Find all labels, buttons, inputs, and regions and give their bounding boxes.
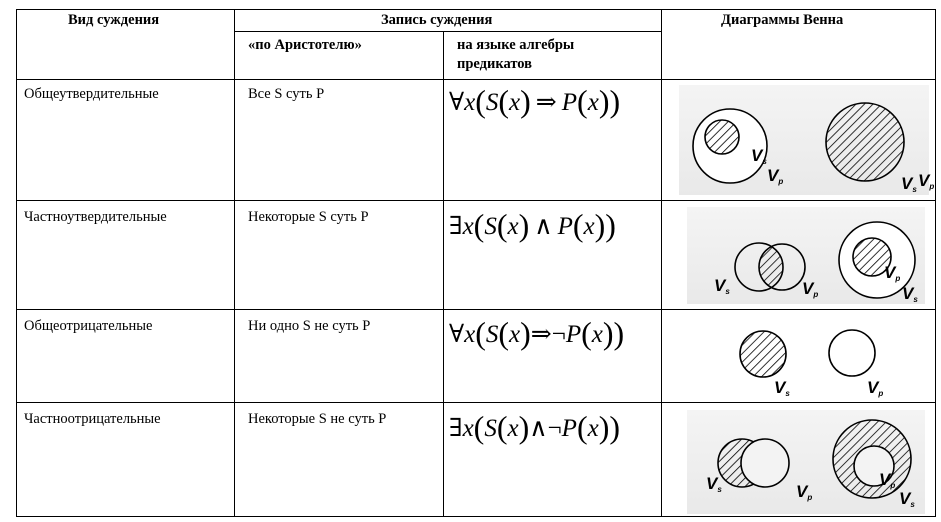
quantifier: ∀ <box>449 89 465 116</box>
formula-operator: ∧ <box>529 415 548 442</box>
venn-label-s: Vs <box>774 378 790 398</box>
venn-circle-s-p <box>826 103 904 181</box>
venn-label-p: Vp <box>879 470 896 490</box>
header-predicate-line1: на языке алгебры <box>457 37 575 53</box>
formula-variable: x <box>464 89 476 116</box>
formula-variable: x <box>464 321 476 348</box>
row-type: Частноотрицательные <box>24 411 161 427</box>
formula-variable: x <box>509 89 521 116</box>
venn-label-s: Vs <box>901 174 917 194</box>
venn-label-p: Vp <box>767 166 784 186</box>
header-judgment-record: Запись суждения <box>381 12 493 28</box>
venn-label-s: Vs <box>751 146 767 166</box>
formula-s: S <box>485 321 499 348</box>
judgment-table <box>16 9 936 517</box>
formula-p: P <box>561 89 578 116</box>
formula-p: P <box>561 415 577 442</box>
row-aristotle: Некоторые S не суть P <box>248 411 387 427</box>
formula-s: S <box>485 89 499 116</box>
row-type: Частноутвердительные <box>24 209 167 225</box>
row-aristotle: Ни одно S не суть P <box>248 318 371 334</box>
predicate-formula: ∀x(S(x)⇒¬P(x)) <box>449 315 625 351</box>
formula-negation: ¬ <box>551 321 566 348</box>
header-aristotle: «по Аристотелю» <box>248 37 362 53</box>
formula-variable: x <box>587 89 599 116</box>
venn-diagrams <box>662 9 935 517</box>
formula-negation: ¬ <box>547 415 562 442</box>
venn-label-p: Vp <box>918 171 935 191</box>
formula-operator: ∧ <box>534 213 553 240</box>
header-venn-diagrams: Диаграммы Венна <box>721 12 844 28</box>
row-aristotle: Все S суть P <box>248 86 325 102</box>
venn-label-s: Vs <box>902 284 918 304</box>
formula-variable: x <box>507 415 519 442</box>
formula-p: P <box>557 213 573 240</box>
venn-circle-s <box>705 120 739 154</box>
predicate-formula: ∀x(S(x) ⇒ P(x)) <box>449 83 621 119</box>
venn-label-s: Vs <box>899 489 915 509</box>
formula-p: P <box>565 321 582 348</box>
formula-variable: x <box>462 213 474 240</box>
quantifier: ∃ <box>449 213 463 240</box>
formula-variable: x <box>509 321 521 348</box>
table-border-right <box>935 9 936 517</box>
formula-variable: x <box>507 213 519 240</box>
venn-label-p: Vp <box>884 263 901 283</box>
formula-s: S <box>484 415 497 442</box>
venn-label-p: Vp <box>796 482 813 502</box>
venn-label-s: Vs <box>714 276 730 296</box>
formula-operator: ⇒ <box>530 321 552 348</box>
quantifier: ∃ <box>449 415 463 442</box>
quantifier: ∀ <box>449 321 465 348</box>
formula-variable: x <box>587 415 599 442</box>
venn-circle-s <box>740 331 786 377</box>
formula-variable: x <box>583 213 595 240</box>
row-type: Общеутвердительные <box>24 86 159 102</box>
table-border-left <box>16 9 17 517</box>
column-divider <box>234 9 235 517</box>
row-type: Общеотрицательные <box>24 318 153 334</box>
header-subdivider <box>234 31 661 32</box>
formula-variable: x <box>591 321 603 348</box>
venn-label-s: Vs <box>706 474 722 494</box>
header-predicate-line2: предикатов <box>457 56 533 72</box>
row-aristotle: Некоторые S суть P <box>248 209 369 225</box>
venn-label-p: Vp <box>867 378 884 398</box>
formula-operator: ⇒ <box>535 89 557 116</box>
venn-circle-p <box>741 439 789 487</box>
venn-circle-p <box>829 330 875 376</box>
formula-variable: x <box>462 415 474 442</box>
predicate-formula: ∃x(S(x)∧¬P(x)) <box>449 409 621 445</box>
formula-s: S <box>484 213 497 240</box>
predicate-formula: ∃x(S(x) ∧ P(x)) <box>449 207 616 243</box>
column-divider <box>443 31 444 517</box>
venn-label-p: Vp <box>802 279 819 299</box>
header-judgment-type: Вид суждения <box>68 12 160 28</box>
